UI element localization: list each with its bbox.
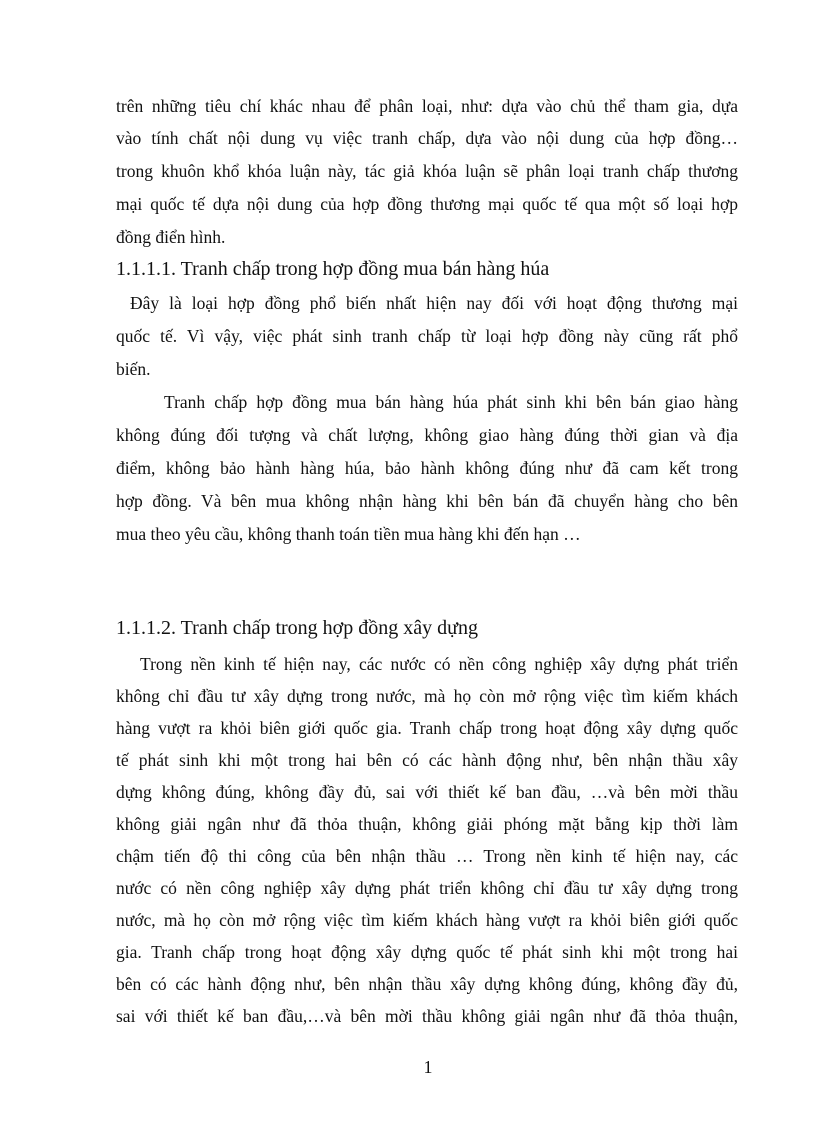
intro-line-3: trong khuôn khổ khóa luận này, tác giả khóa luận sẽ phân loại tranh chấp thương	[116, 161, 738, 181]
section-2-para-line-1: Trong nền kinh tế hiện nay, các nước có nền công nghiệp xây dựng phát triển	[140, 654, 738, 674]
section-2-para-line-10: gia. Tranh chấp trong hoạt động xây dựng quốc tế phát sinh khi một trong hai	[116, 942, 738, 962]
section-1-para-1-line-3: biến.	[116, 359, 151, 379]
section-1-para-2-line-1: Tranh chấp hợp đồng mua bán hàng húa phát sinh khi bên bán giao hàng	[164, 392, 738, 412]
section-2-para-line-6: không giải ngân như đã thỏa thuận, không giải phóng mặt bằng kịp thời làm	[116, 814, 738, 834]
page-number: 1	[423, 1057, 433, 1077]
intro-line-4: mại quốc tế dựa nội dung của hợp đồng thương mại quốc tế qua một số loại hợp	[116, 194, 738, 214]
section-1-para-2-line-5: mua theo yêu cầu, không thanh toán tiền mua hàng khi đến hạn …	[116, 524, 581, 544]
section-2-para-line-4: tế phát sinh khi một trong hai bên có các hành động như, bên nhận thầu xây	[116, 750, 738, 770]
intro-line-5: đồng điển hình.	[116, 227, 226, 247]
section-2-para-line-11: bên có các hành động như, bên nhận thầu xây dựng không đúng, không đầy đủ,	[116, 974, 738, 994]
section-2-para-line-9: nước, mà họ còn mở rộng việc tìm kiếm khách hàng vượt ra khỏi biên giới quốc	[116, 910, 738, 930]
section-1-para-2-line-3: điểm, không bảo hành hàng húa, bảo hành không đúng như đã cam kết trong	[116, 458, 738, 478]
section-2-para-line-5: dựng không đúng, không đầy đủ, sai với thiết kế ban đầu, …và bên mời thầu	[116, 782, 738, 802]
section-1-para-1-line-1: Đây là loại hợp đồng phổ biến nhất hiện nay đối với hoạt động thương mại	[130, 293, 738, 313]
section-2-para-line-7: chậm tiến độ thi công của bên nhận thầu … Trong nền kinh tế hiện nay, các	[116, 846, 738, 866]
intro-line-2: vào tính chất nội dung vụ việc tranh chấp, dựa vào nội dung của hợp đồng…	[116, 128, 738, 148]
section-1-heading: 1.1.1.1. Tranh chấp trong hợp đồng mua bán hàng húa	[116, 258, 550, 280]
section-2-para-line-8: nước có nền công nghiệp xây dựng phát triển không chỉ đầu tư xây dựng trong	[116, 878, 738, 898]
section-2-para-line-3: hàng vượt ra khỏi biên giới quốc gia. Tranh chấp trong hoạt động xây dựng quốc	[116, 718, 738, 738]
section-2-para-line-12: sai với thiết kế ban đầu,…và bên mời thầu không giải ngân như đã thỏa thuận,	[116, 1006, 738, 1026]
section-1-para-1-line-2: quốc tế. Vì vậy, việc phát sinh tranh chấp từ loại hợp đồng này cũng rất phổ	[116, 326, 738, 346]
section-2-para-line-2: không chỉ đầu tư xây dựng trong nước, mà họ còn mở rộng việc tìm kiếm khách	[116, 686, 738, 706]
intro-line-1: trên những tiêu chí khác nhau để phân loại, như: dựa vào chủ thể tham gia, dựa	[116, 96, 738, 116]
section-1-para-2-line-2: không đúng đối tượng và chất lượng, không giao hàng đúng thời gian và địa	[116, 425, 738, 445]
section-1-para-2-line-4: hợp đồng. Và bên mua không nhận hàng khi bên bán đã chuyển hàng cho bên	[116, 491, 738, 511]
section-2-heading: 1.1.1.2. Tranh chấp trong hợp đồng xây dựng	[116, 617, 478, 639]
